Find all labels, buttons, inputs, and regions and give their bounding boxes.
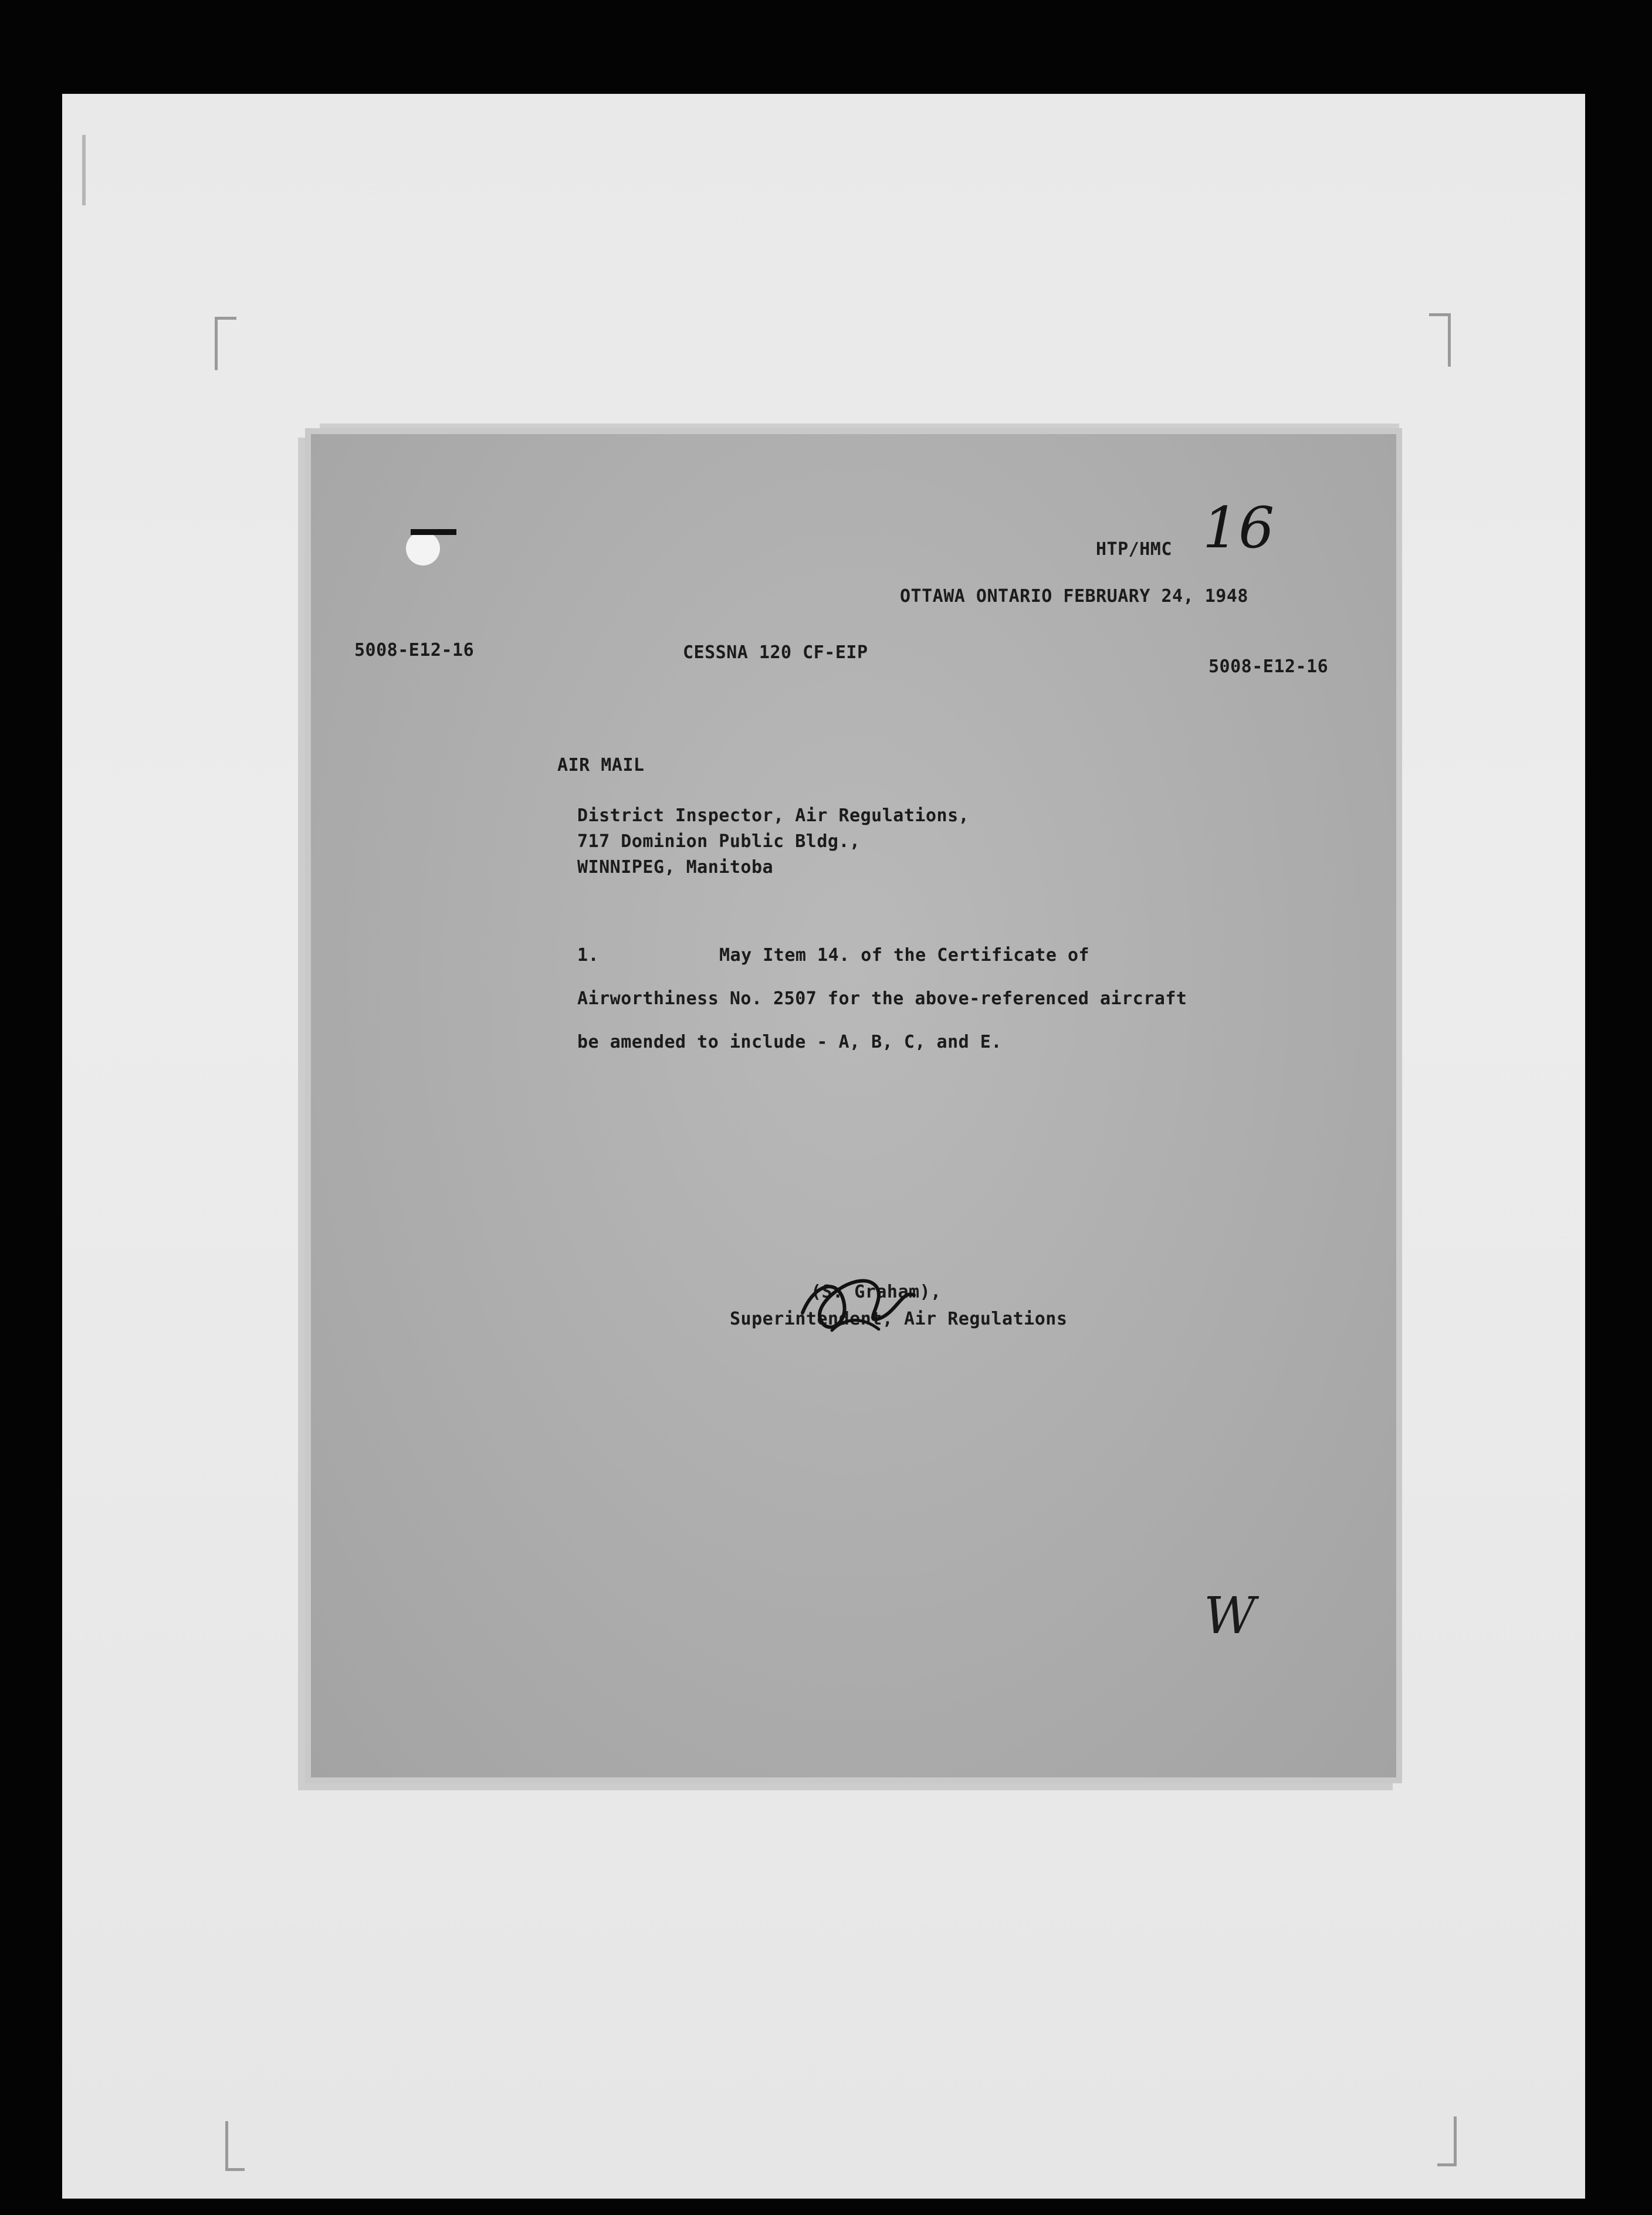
- signature-name: (S. Graham),: [811, 1282, 942, 1302]
- punch-hole: [406, 531, 440, 565]
- crop-mark-top-left: [215, 317, 236, 370]
- signature-scribble: [791, 1260, 926, 1342]
- reference-initials: HTP/HMC: [1096, 539, 1172, 560]
- edge-mark: [82, 135, 86, 205]
- addressee-line-2: 717 Dominion Public Bldg.,: [577, 831, 861, 852]
- paragraph-number: 1.: [577, 945, 600, 966]
- body-line-3: be amended to include - A, B, C, and E.: [577, 1032, 1002, 1052]
- file-number-left: 5008-E12-16: [354, 640, 475, 661]
- folio-number: 16: [1203, 495, 1275, 561]
- file-number-right: 5008-E12-16: [1208, 656, 1329, 677]
- crop-mark-bottom-right: [1437, 2116, 1457, 2166]
- initials-mark: W: [1204, 1587, 1256, 1645]
- subject-line: CESSNA 120 CF-EIP: [683, 642, 868, 663]
- addressee-line-1: District Inspector, Air Regulations,: [577, 805, 970, 826]
- punch-hole-mark: [411, 529, 456, 535]
- body-line-1: May Item 14. of the Certificate of: [719, 945, 1090, 966]
- place-date: OTTAWA ONTARIO FEBRUARY 24, 1948: [900, 586, 1248, 607]
- signature-title: Superintendent, Air Regulations: [730, 1309, 1068, 1329]
- body-line-2: Airworthiness No. 2507 for the above-referenced aircraft: [577, 988, 1187, 1009]
- crop-mark-bottom-left: [225, 2121, 245, 2171]
- crop-mark-top-right: [1429, 313, 1451, 367]
- delivery-method: AIR MAIL: [557, 755, 645, 775]
- letter-sheet: [311, 434, 1396, 1777]
- addressee-line-3: WINNIPEG, Manitoba: [577, 857, 774, 878]
